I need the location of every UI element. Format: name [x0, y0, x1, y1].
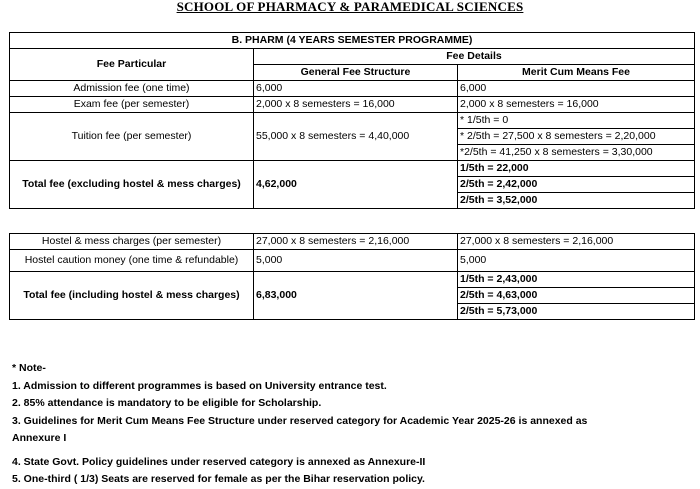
total-excl-row	[10, 161, 695, 177]
tuition-label: Tuition fee (per semester)	[10, 113, 254, 161]
caution-row	[10, 250, 695, 272]
programme-row	[10, 33, 695, 49]
header-row	[10, 49, 695, 65]
hostel-general: 27,000 x 8 semesters = 2,16,000	[254, 234, 458, 250]
exam-row	[10, 97, 695, 113]
caution-label: Hostel caution money (one time & refundable)	[10, 250, 254, 272]
total-excl-merit-line: 1/5th = 22,000	[458, 161, 695, 177]
hostel-fee-table	[9, 233, 695, 320]
note-item: Annexure I	[12, 432, 67, 444]
merit-fee-header: Merit Cum Means Fee	[458, 65, 695, 81]
exam-general: 2,000 x 8 semesters = 16,000	[254, 97, 458, 113]
total-incl-merit-line: 2/5th = 5,73,000	[458, 304, 695, 320]
total-excl-merit-line: 2/5th = 3,52,000	[458, 193, 695, 209]
total-incl-merit-line: 2/5th = 4,63,000	[458, 288, 695, 304]
note-item: 4. State Govt. Policy guidelines under reserved category is annexed as Annexure-II	[12, 455, 426, 468]
fee-table	[9, 32, 695, 209]
hostel-label: Hostel & mess charges (per semester)	[10, 234, 254, 250]
programme-title: B. PHARM (4 YEARS SEMESTER PROGRAMME)	[10, 33, 695, 49]
tuition-merit-line: * 1/5th = 0	[458, 113, 695, 129]
fee-details-header: Fee Details	[254, 49, 695, 65]
notes-section	[12, 360, 587, 489]
total-incl-general: 6,83,000	[254, 272, 458, 320]
general-fee-header: General Fee Structure	[254, 65, 458, 81]
admission-label: Admission fee (one time)	[10, 81, 254, 97]
note-item: 5. One-third ( 1/3) Seats are reserved for female as per the Bihar reservation policy.	[12, 473, 425, 485]
hostel-row	[10, 234, 695, 250]
admission-merit: 6,000	[458, 81, 695, 97]
exam-label: Exam fee (per semester)	[10, 97, 254, 113]
total-incl-row	[10, 272, 695, 288]
tuition-row	[10, 113, 695, 129]
school-title: SCHOOL OF PHARMACY & PARAMEDICAL SCIENCES	[176, 0, 524, 14]
notes-title: * Note-	[12, 362, 46, 374]
fee-particular-header: Fee Particular	[10, 49, 254, 81]
note-item: 2. 85% attendance is mandatory to be eligible for Scholarship.	[12, 397, 322, 409]
total-excl-general: 4,62,000	[254, 161, 458, 209]
admission-row	[10, 81, 695, 97]
total-excl-merit-line: 2/5th = 2,42,000	[458, 177, 695, 193]
admission-general: 6,000	[254, 81, 458, 97]
tuition-general: 55,000 x 8 semesters = 4,40,000	[254, 113, 458, 161]
hostel-merit: 27,000 x 8 semesters = 2,16,000	[458, 234, 695, 250]
total-incl-merit-line: 1/5th = 2,43,000	[458, 272, 695, 288]
note-item: 3. Guidelines for Merit Cum Means Fee Structure under reserved category for Academic Year 2025-26 is annexed as	[12, 414, 588, 427]
exam-merit: 2,000 x 8 semesters = 16,000	[458, 97, 695, 113]
total-excl-label: Total fee (excluding hostel & mess charges)	[10, 161, 254, 209]
caution-general: 5,000	[254, 250, 458, 272]
tuition-merit-line: * 2/5th = 27,500 x 8 semesters = 2,20,000	[458, 129, 695, 145]
caution-merit: 5,000	[458, 250, 695, 272]
total-incl-label: Total fee (including hostel & mess charges)	[10, 272, 254, 320]
note-item: 1. Admission to different programmes is based on University entrance test.	[12, 379, 387, 392]
tuition-merit-line: *2/5th = 41,250 x 8 semesters = 3,30,000	[458, 145, 695, 161]
